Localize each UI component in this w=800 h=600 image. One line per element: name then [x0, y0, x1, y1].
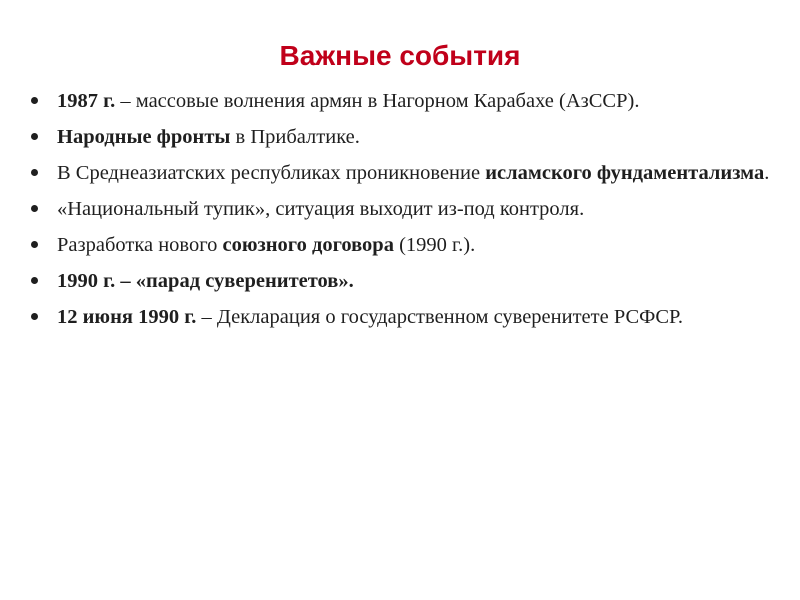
bullet-dot-icon [31, 169, 38, 176]
bullet-item [30, 86, 775, 116]
bullet-text: Разработка нового [57, 234, 223, 256]
bullet-item [30, 302, 775, 332]
bullet-bold-text: исламского фундаментализма [485, 162, 765, 184]
bullet-bold-text: 1987 г. [57, 90, 116, 112]
bullet-text: в Прибалтике. [230, 126, 360, 148]
bullet-bold-text: 12 июня 1990 г. [57, 306, 197, 328]
bullet-text: (1990 г.). [393, 234, 476, 256]
bullet-text: . [764, 162, 770, 184]
bullet-bold-text: союзного договора [222, 234, 394, 256]
bullet-item [30, 266, 775, 296]
bullet-bold-text: 1990 г. – «парад суверенитетов». [57, 270, 354, 292]
bullet-text: – Декларация о государственном суверенитете РСФСР. [196, 306, 683, 328]
bullet-item [30, 122, 775, 152]
bullet-dot-icon [31, 205, 38, 212]
bullet-dot-icon [31, 97, 38, 104]
bullet-text: «Национальный тупик», ситуация выходит из-под контроля. [57, 198, 585, 220]
bullet-bold-text: Народные фронты [57, 126, 231, 148]
slide-title: Важные события [279, 40, 521, 71]
bullet-list [30, 86, 775, 338]
bullet-item [30, 158, 775, 188]
bullet-item [30, 194, 775, 224]
bullet-text: В Среднеазиатских республиках проникновение [57, 162, 486, 184]
bullet-dot-icon [31, 241, 38, 248]
bullet-dot-icon [31, 277, 38, 284]
bullet-text: – массовые волнения армян в Нагорном Карабахе (АзССР). [115, 90, 640, 112]
bullet-item [30, 230, 775, 260]
bullet-dot-icon [31, 133, 38, 140]
bullet-dot-icon [31, 313, 38, 320]
